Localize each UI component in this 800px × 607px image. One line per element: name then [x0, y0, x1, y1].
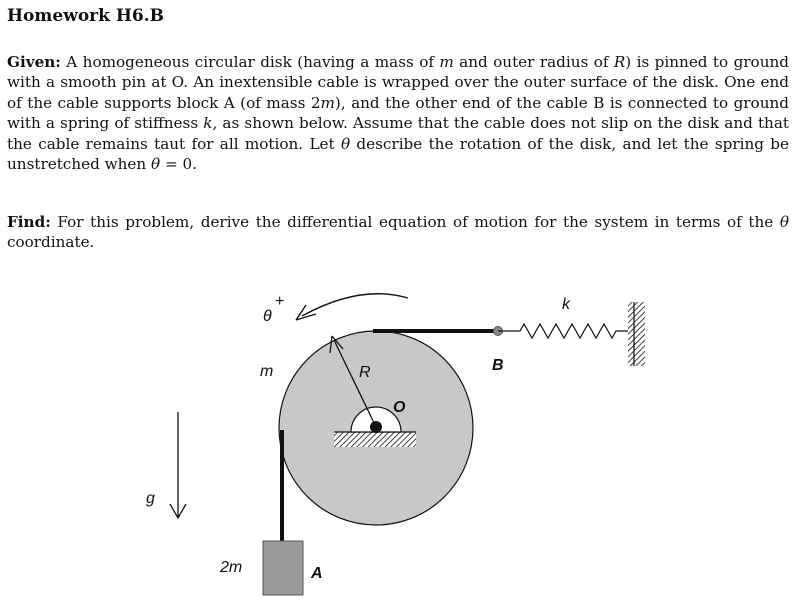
given-var-m: m: [439, 53, 454, 71]
rotation-arrowhead: [296, 305, 316, 320]
find-text-1: For this problem, derive the differential equation of motion for the system in terms of the: [50, 213, 780, 231]
find-var-theta: θ: [779, 213, 789, 231]
label-A: A: [311, 565, 323, 582]
label-block-mass: 2m: [220, 559, 243, 576]
given-label: Given:: [7, 53, 61, 71]
find-label: Find:: [7, 213, 51, 231]
given-var-k: k: [203, 114, 213, 133]
label-m: m: [260, 363, 274, 380]
wall-hatching: [628, 302, 645, 366]
given-text-3: ) is pinned to ground with a smooth pin at O. An inextensible cable is wrapped over the outer surface of the disk. One end of the cable supports block A (of mass 2: [7, 53, 789, 112]
given-var-m2: m: [320, 93, 335, 112]
given-text-1: A homogeneous circular disk (having a mass of: [60, 53, 440, 71]
given-text-4: ), and the other end of the cable B is connected to ground with a spring of stiffness: [7, 93, 789, 133]
label-k: k: [562, 296, 570, 313]
given-text-7: = 0.: [160, 155, 198, 174]
homework-title: Homework H6.B: [7, 6, 165, 26]
label-g: g: [146, 490, 155, 507]
given-var-theta: θ: [340, 134, 351, 153]
label-theta-sup: +: [275, 293, 285, 310]
find-text-2: coordinate.: [7, 233, 95, 252]
label-O: O: [393, 399, 406, 416]
rotation-arrow: [302, 294, 408, 316]
given-var-theta2: θ: [151, 155, 161, 174]
given-text-6: describe the rotation of the disk, and let the spring be unstretched when: [7, 134, 790, 174]
label-theta: θ: [263, 308, 272, 325]
label-R: R: [359, 364, 371, 381]
given-text-5: , as shown below. Assume that the cable does not slip on the disk and that the cable remains taut for all motion. Let: [7, 114, 789, 153]
label-B: B: [492, 357, 504, 374]
pin-ground-hatching: [334, 432, 416, 447]
spring: [498, 324, 634, 338]
block-A: [263, 541, 303, 595]
given-text-2: and outer radius of: [453, 53, 614, 71]
given-var-R: R: [613, 53, 626, 71]
